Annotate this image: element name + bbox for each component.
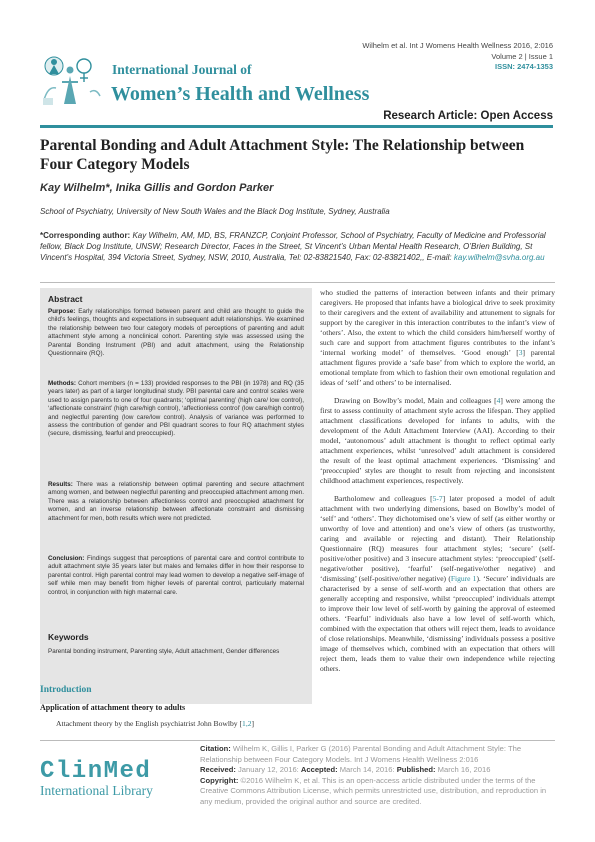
- header-volume-line: Volume 2 | Issue 1: [491, 51, 553, 61]
- body-paragraph-2: [320, 396, 555, 486]
- reference-link[interactable]: 3: [518, 348, 523, 357]
- figure-link[interactable]: Figure 1: [450, 574, 477, 583]
- reference-link[interactable]: 4: [496, 396, 501, 405]
- footer-copyright: [200, 776, 556, 808]
- abstract-panel: [40, 288, 312, 704]
- journal-name-line1: International Journal of: [112, 62, 252, 77]
- footer-dates: [200, 765, 556, 776]
- purpose-label: Purpose:: [48, 308, 76, 315]
- p1-text: who studied the patterns of interaction between infants and their primary caregivers. He proposed that infants have a biological drive to seek proximity to their caregivers and the extent of availability and attunement to signals for support by the caregiver in this interaction contributes to the infant’s view of ‘others’. Also, the extent to which the child considers him/herself worthy of such care and support from attachment figures contributes to the infant’s ‘internal working model’ of themselves. ‘Good enough’ [: [320, 288, 555, 357]
- publisher-logo: ClinMed: [40, 758, 152, 785]
- keywords-heading: Keywords: [48, 632, 89, 642]
- keywords: Parental bonding instrument, Parenting style, Adult attachment, Gender differences: [48, 648, 280, 655]
- introduction-subheading: Application of attachment theory to adults: [40, 703, 186, 712]
- conclusion-label: Conclusion:: [48, 555, 85, 562]
- body-paragraph-1: [320, 288, 555, 388]
- corresponding-text: Kay Wilhelm, AM, MD, BS, FRANZCP, Conjoint Professor, School of Psychiatry, Faculty of Medicine and Professorial fellow, Black Dog Institute, UNSW; Research Director, Faces in the Street, St Vincent’s Urban Mental Health Research, O’Brien Building, St Vincent’s Hospital, 394 Victoria Street, Sydney, NSW, 2010, Australia, Tel: 02-83821540, Fax: 02-83821402,, E-mail:: [40, 231, 546, 262]
- body-paragraph-3: [320, 494, 555, 674]
- women-health-logo-icon: [40, 52, 106, 108]
- methods-label: Methods:: [48, 380, 76, 387]
- copyright-label: Copyright:: [200, 775, 239, 785]
- corresponding-label: *Corresponding author:: [40, 231, 131, 240]
- header-citation-line: Wilhelm et al. Int J Womens Health Wellness 2016, 2:016: [362, 41, 553, 50]
- journal-name-line2: Women’s Health and Wellness: [111, 83, 370, 105]
- published-label: Published:: [396, 765, 436, 775]
- header-citation: [362, 41, 553, 73]
- reference-link[interactable]: 1,2: [242, 719, 252, 728]
- intro-text-start: Attachment theory by the English psychiatrist John Bowlby [: [56, 719, 243, 728]
- results-label: Results:: [48, 481, 73, 488]
- p3-text: Bartholomew and colleagues [: [334, 494, 433, 503]
- introduction-heading: Introduction: [40, 685, 92, 695]
- results-text: There was a relationship between optimal parenting and secure attachment among women, and between neglectful parenting and preoccupied attachment among men. There was a relationship between affectionless control and preoccupied attachment for women, and an inverse relationship between affectionate constraint and dismissing attachment for men, both results which were not predicted.: [48, 481, 304, 522]
- accepted-label: Accepted:: [300, 765, 338, 775]
- p3-text-mid: ] later proposed a model of adult attachment with two underlying dimensions, based on Bowlby’s model of ‘self’ and ‘others’. They dichotomised one’s view of self (as either worthy or unworthy of love and attention) and one’s view of others (as trustworthy, caring and available or rejecting and distant). Their Relationship Questionnaire (RQ) measures four attachment styles; ‘secure’ (self-positive/other positive) and 3 insecure attachment styles: ‘preoccupied’ (self-negative/other positive), ‘fearful’ (self-negative/other negative) and ‘dismissing’ (self-positive/other negative) (: [320, 494, 555, 583]
- issn: ISSN: 2474-1353: [495, 62, 553, 71]
- introduction-text: [56, 719, 312, 728]
- header-divider: [40, 125, 553, 128]
- p2-text: Drawing on Bowlby’s model, Main and colleagues [: [334, 396, 497, 405]
- article-title: Parental Bonding and Adult Attachment Style: The Relationship between Four Category Models: [40, 137, 525, 173]
- abstract-heading: Abstract: [48, 294, 83, 304]
- abstract-results: [48, 481, 304, 523]
- citation-label: Citation:: [200, 744, 231, 753]
- footer-citation-block: [200, 744, 556, 808]
- intro-text-end: ]: [251, 719, 255, 728]
- right-column-text: [320, 288, 555, 682]
- footer-citation: [200, 744, 556, 765]
- article-type: Research Article: Open Access: [383, 110, 553, 122]
- author-email-link[interactable]: kay.wilhelm@svha.org.au: [453, 253, 545, 262]
- p2-text-end: ] were among the first to assess continuity of attachment style across the lifespan. They applied attachment classifications developed for infants to adults, with the development of the Adult Attachment Interview (AAI). According to their model, ‘autonomous’ adult attachment is thought to reflect optimal early attachment experiences, whilst ‘unresolved’ adult attachment is considered the result of the least optimal attachment experiences. ‘Dismissing’ and ‘preoccupied’ styles are thought to result from rejecting and inconsistent childhood attachment experiences, respectively.: [320, 396, 555, 485]
- reference-link[interactable]: 5-7: [432, 494, 443, 503]
- authors: Kay Wilhelm*, Inika Gillis and Gordon Parker: [40, 182, 274, 194]
- section-divider: [40, 282, 555, 283]
- journal-logo: [40, 52, 106, 108]
- published-date: March 16, 2016: [435, 765, 491, 775]
- citation-text: Wilhelm K, Gillis I, Parker G (2016) Parental Bonding and Adult Attachment Style: The Relationship between Four Category Models. Int J Womens Health Wellness 2:016: [200, 744, 522, 764]
- received-date: January 12, 2016:: [235, 765, 301, 775]
- abstract-methods: [48, 380, 304, 439]
- accepted-date: March 14, 2016:: [337, 765, 397, 775]
- p1-text-end: ] parental attachment figures provide a ‘safe base’ from which to explore the world, an emotional template from which to fashion their own emotional regulation and ideas of ‘self’ and others’ to be internalised.: [320, 348, 555, 387]
- abstract-purpose: [48, 308, 304, 358]
- corresponding-author: [40, 230, 555, 263]
- affiliation: School of Psychiatry, University of New South Wales and the Black Dog Institute, Sydney, Australia: [40, 207, 390, 216]
- purpose-text: Early relationships formed between parent and child are thought to guide the child’s feelings, thoughts and expectations in subsequent adult relationships. We examined the relationship between two four category models of perceptions of parenting and adult attachment style among a nonclinical cohort. Parenting style was assessed using the Parental Bonding Instrument (PBI) and adult attachment, using the Relationship Questionnaire (RQ).: [48, 308, 304, 358]
- footer-divider: [40, 740, 555, 741]
- received-label: Received:: [200, 765, 236, 775]
- abstract-conclusion: [48, 555, 304, 597]
- p3-text-end: ). ‘Secure’ individuals are characterised by a sense of self-worth and an expectation that others are generally accepting and responsive, whilst ‘preoccupied’ individuals attempt to improve their low level of self-worth by gaining the approval of esteemed others. ‘Fearful’ individuals also have a low level of self-worth which, combined with the expectation that others will reject them, leads to avoidance of close relationships. Meanwhile, ‘dismissing’ individuals possess a positive image of themselves which, combined with an expectation that others will reject them, leads them to value their own independence while rejecting others.: [320, 574, 555, 673]
- conclusion-text: Findings suggest that perceptions of parental care and control contribute to adult attachment style 35 years later but males and females differ in how their response to parental control. High parental control may lead women to develop a negative self-image of self while men may benefit from higher levels of parental control, particularly maternal control, in conjunction with high maternal care.: [48, 555, 304, 596]
- publisher-name: International Library: [40, 783, 153, 798]
- copyright-text: ©2016 Wilhelm K, et al. This is an open-access article distributed under the terms of the Creative Commons Attribution License, which permits unrestricted use, distribution, and reproduction in any medium, provided the original author and source are credited.: [200, 775, 547, 806]
- methods-text: Cohort members (n = 133) provided responses to the PBI (in 1978) and RQ (35 years later) as part of a larger longitudinal study. PBI parental care and control scales were used to assign parents to one of four quadrants; ‘optimal parenting’ (high care/ low control), ‘affectionate constraint’ (high care/high control), ‘affectionless control’ (low care/high control) and neglectful parenting (low care/low control). Analysis of variance was performed to assess the contribution of gender and PBI quadrant scores to four RQ attachment styles (secure, dismissing, fearful and preoccupied).: [48, 380, 304, 438]
